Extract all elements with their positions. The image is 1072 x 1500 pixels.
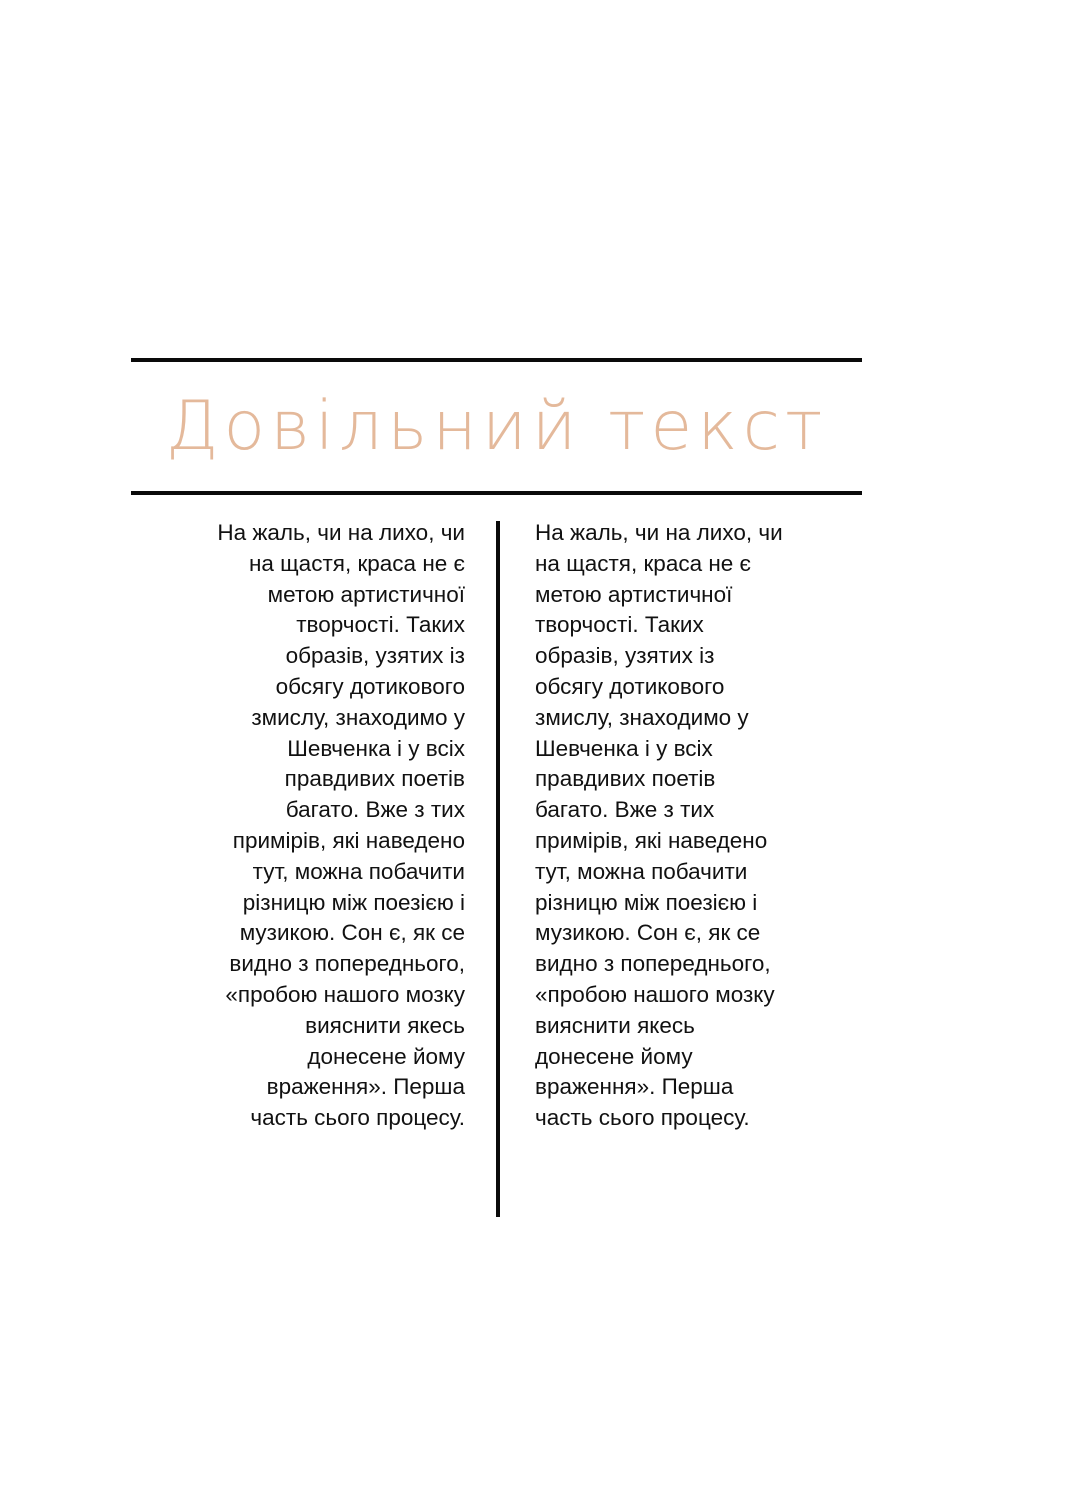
column-divider [496, 521, 500, 1217]
left-text-column: На жаль, чи на лихо, чи на щастя, краса не є метою артистичної творчості. Таких образів, узятих із обсягу дотикового змислу, знаходимо у Шевченка і у всіх правдивих поетів багато. Вже з тих примірів, які наведено тут, можна побачити різницю між поезією і музикою. Сон є, як се видно з попереднього, «пробою нашого мозку вияснити якесь донесене йому враження». Перша часть сього процесу. [217, 520, 465, 1131]
bottom-rule [131, 491, 862, 495]
page-title: Довільний текст [165, 387, 828, 466]
right-text-column: На жаль, чи на лихо, чи на щастя, краса не є метою артистичної творчості. Таких образів, узятих із обсягу дотикового змислу, знаходимо у Шевченка і у всіх правдивих поетів багато. Вже з тих примірів, які наведено тут, можна побачити різницю між поезією і музикою. Сон є, як се видно з попереднього, «пробою нашого мозку вияснити якесь донесене йому враження». Перша часть сього процесу. [535, 520, 783, 1131]
top-rule [131, 358, 862, 362]
